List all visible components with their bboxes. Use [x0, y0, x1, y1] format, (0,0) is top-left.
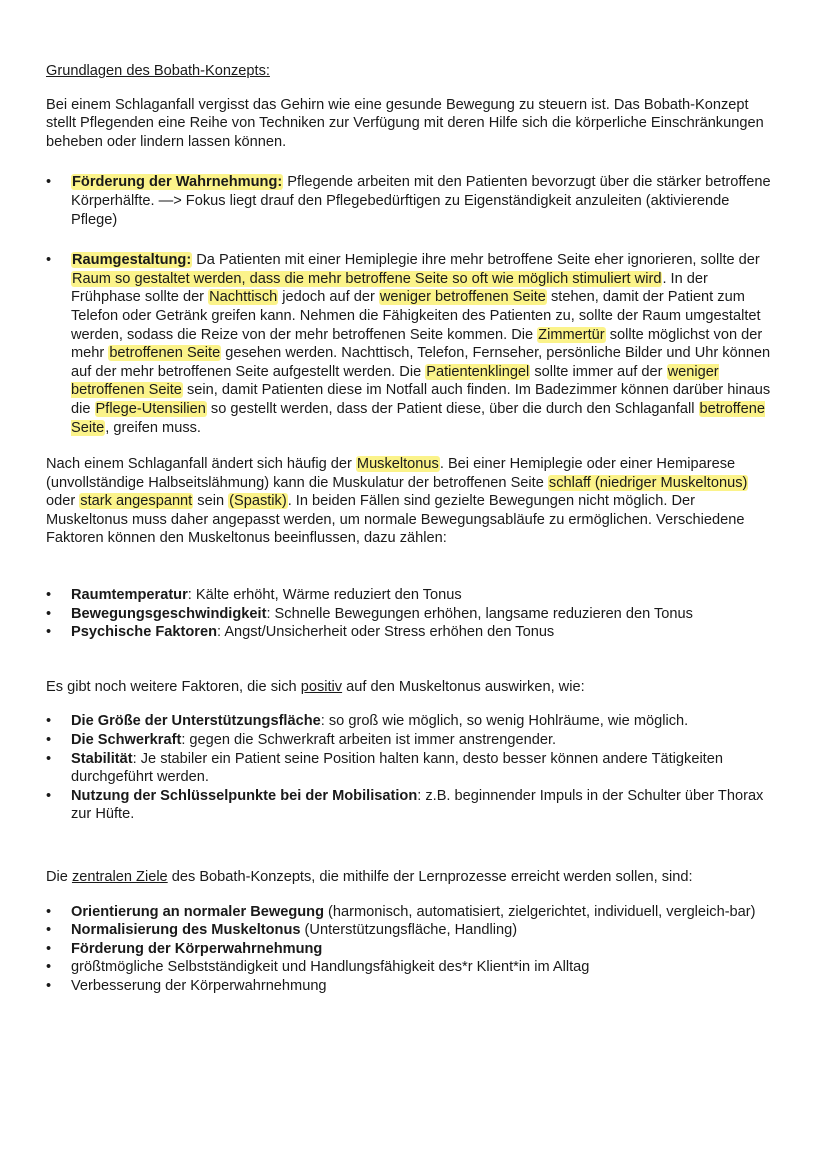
- highlight: schlaff (niedriger Muskeltonus): [548, 474, 748, 491]
- list-item: • Förderung der Körperwahrnehmung: [46, 940, 776, 959]
- document-page: [46, 62, 776, 996]
- bullet-list-raum: [46, 251, 776, 437]
- page-title: Grundlagen des Bobath-Konzepts:: [46, 63, 270, 79]
- highlight: weniger betroffenen Seite: [379, 289, 546, 306]
- list-item: • Normalisierung des Muskeltonus (Unterstützungsfläche, Handling): [46, 921, 776, 940]
- bullet-list-main: [46, 173, 776, 229]
- list-item: • Die Größe der Unterstützungsfläche: so groß wie möglich, so wenig Hohlräume, wie möglich.: [46, 712, 776, 731]
- list-item: • Raumgestaltung: Da Patienten mit einer Hemiplegie ihre mehr betroffene Seite eher ignorieren, sollte der Raum so gestaltet werden, dass die mehr betroffene Seite so oft wie möglich stimuliert wird. In der Frühphase sollte der Nachttisch jedoch auf der weniger betroffenen Seite stehen, damit der Patient zum Telefon oder Getränk greifen kann. Nehmen die Fähigkeiten des Patienten zu, sollte der Raum umgestaltet werden, sodass die Reize von der mehr betroffenen Seite kommen. Die Zimmertür sollte möglichst von der mehr betroffenen Seite gesehen werden. Nachttisch, Telefon, Fernseher, persönliche Bilder und Uhr können auf der mehr betroffenen Seite aufgestellt werden. Die Patientenklingel sollte immer auf der weniger betroffenen Seite sein, damit Patienten diese im Notfall auch finden. Im Badezimmer können darüber hinaus die Pflege-Utensilien so gestellt werden, dass der Patient diese, über die durch den Schlaganfall betroffene Seite, greifen muss.: [46, 251, 776, 437]
- highlight: Raumgestaltung:: [72, 252, 192, 269]
- highlight: Pflege-Utensilien: [95, 400, 206, 417]
- list-item: • Orientierung an normaler Bewegung (harmonisch, automatisiert, zielgerichtet, individuell, vergleich-bar): [46, 903, 776, 922]
- positive-paragraph: Es gibt noch weitere Faktoren, die sich positiv auf den Muskeltonus auswirken, wie:: [46, 678, 585, 695]
- highlight: betroffene Seite: [71, 400, 765, 436]
- positive-list: [46, 712, 776, 824]
- goals-intro: Die zentralen Ziele des Bobath-Konzepts, die mithilfe der Lernprozesse erreicht werden sollen, sind:: [46, 869, 693, 885]
- highlight: Nachttisch: [209, 289, 278, 306]
- list-item: • Förderung der Wahrnehmung: Pflegende arbeiten mit den Patienten bevorzugt über die stärker betroffene Körperhälfte. —> Fokus liegt drauf den Pflegebedürftigen zu Eigenständigkeit anzuleiten (aktivierende Pflege): [46, 173, 776, 229]
- list-item: • Die Schwerkraft: gegen die Schwerkraft arbeiten ist immer anstrengender.: [46, 731, 776, 750]
- list-item: • Raumtemperatur: Kälte erhöht, Wärme reduziert den Tonus: [46, 586, 776, 605]
- highlight: Raum so gestaltet werden, dass die mehr betroffene Seite so oft wie möglich stimuliert wird: [72, 270, 662, 287]
- goals-list: [46, 903, 776, 996]
- intro-paragraph: Bei einem Schlaganfall vergisst das Gehirn wie eine gesunde Bewegung zu steuern ist. Das Bobath-Konzept stellt Pflegenden eine Reihe von Techniken zur Verfügung mit deren Hilfe sich die körperliche Einschränkungen beheben oder lindern lassen können.: [46, 96, 764, 150]
- highlight: Förderung der Wahrnehmung:: [72, 174, 283, 191]
- list-item: • Psychische Faktoren: Angst/Unsicherheit oder Stress erhöhen den Tonus: [46, 623, 776, 642]
- factor-list: [46, 586, 776, 642]
- list-item: • Stabilität: Je stabiler ein Patient seine Position halten kann, desto besser können andere Tätigkeiten durchgeführt werden.: [46, 750, 776, 787]
- list-item: • Verbesserung der Körperwahrnehmung: [46, 977, 776, 996]
- highlight: stark angespannt: [80, 493, 193, 510]
- highlight: betroffenen Seite: [109, 345, 221, 362]
- list-item: • Bewegungsgeschwindigkeit: Schnelle Bewegungen erhöhen, langsame reduzieren den Tonus: [46, 605, 776, 624]
- tonus-paragraph: Nach einem Schlaganfall ändert sich häufig der Muskeltonus. Bei einer Hemiplegie oder einer Hemiparese (unvollständige Halbseitslähmung) kann die Muskulatur der betroffenen Seite schlaff (niedriger Muskeltonus) oder stark angespannt sein (Spastik). In beiden Fällen sind gezielte Bewegungen nicht möglich. Der Muskeltonus muss daher angepasst werden, um normale Bewegungsabläufe zu ermöglichen. Verschiedene Faktoren können den Muskeltonus beeinflussen, dazu zählen:: [46, 456, 748, 547]
- highlight: weniger betroffenen Seite: [71, 363, 719, 399]
- highlight: (Spastik): [229, 493, 287, 510]
- list-item: • größtmögliche Selbstständigkeit und Handlungsfähigkeit des*r Klient*in im Alltag: [46, 958, 776, 977]
- list-item: • Nutzung der Schlüsselpunkte bei der Mobilisation: z.B. beginnender Impuls in der Schulter über Thorax zur Hüfte.: [46, 787, 776, 824]
- highlight: Muskeltonus: [356, 456, 439, 473]
- highlight: Zimmertür: [538, 326, 605, 343]
- highlight: Patientenklingel: [426, 363, 530, 380]
